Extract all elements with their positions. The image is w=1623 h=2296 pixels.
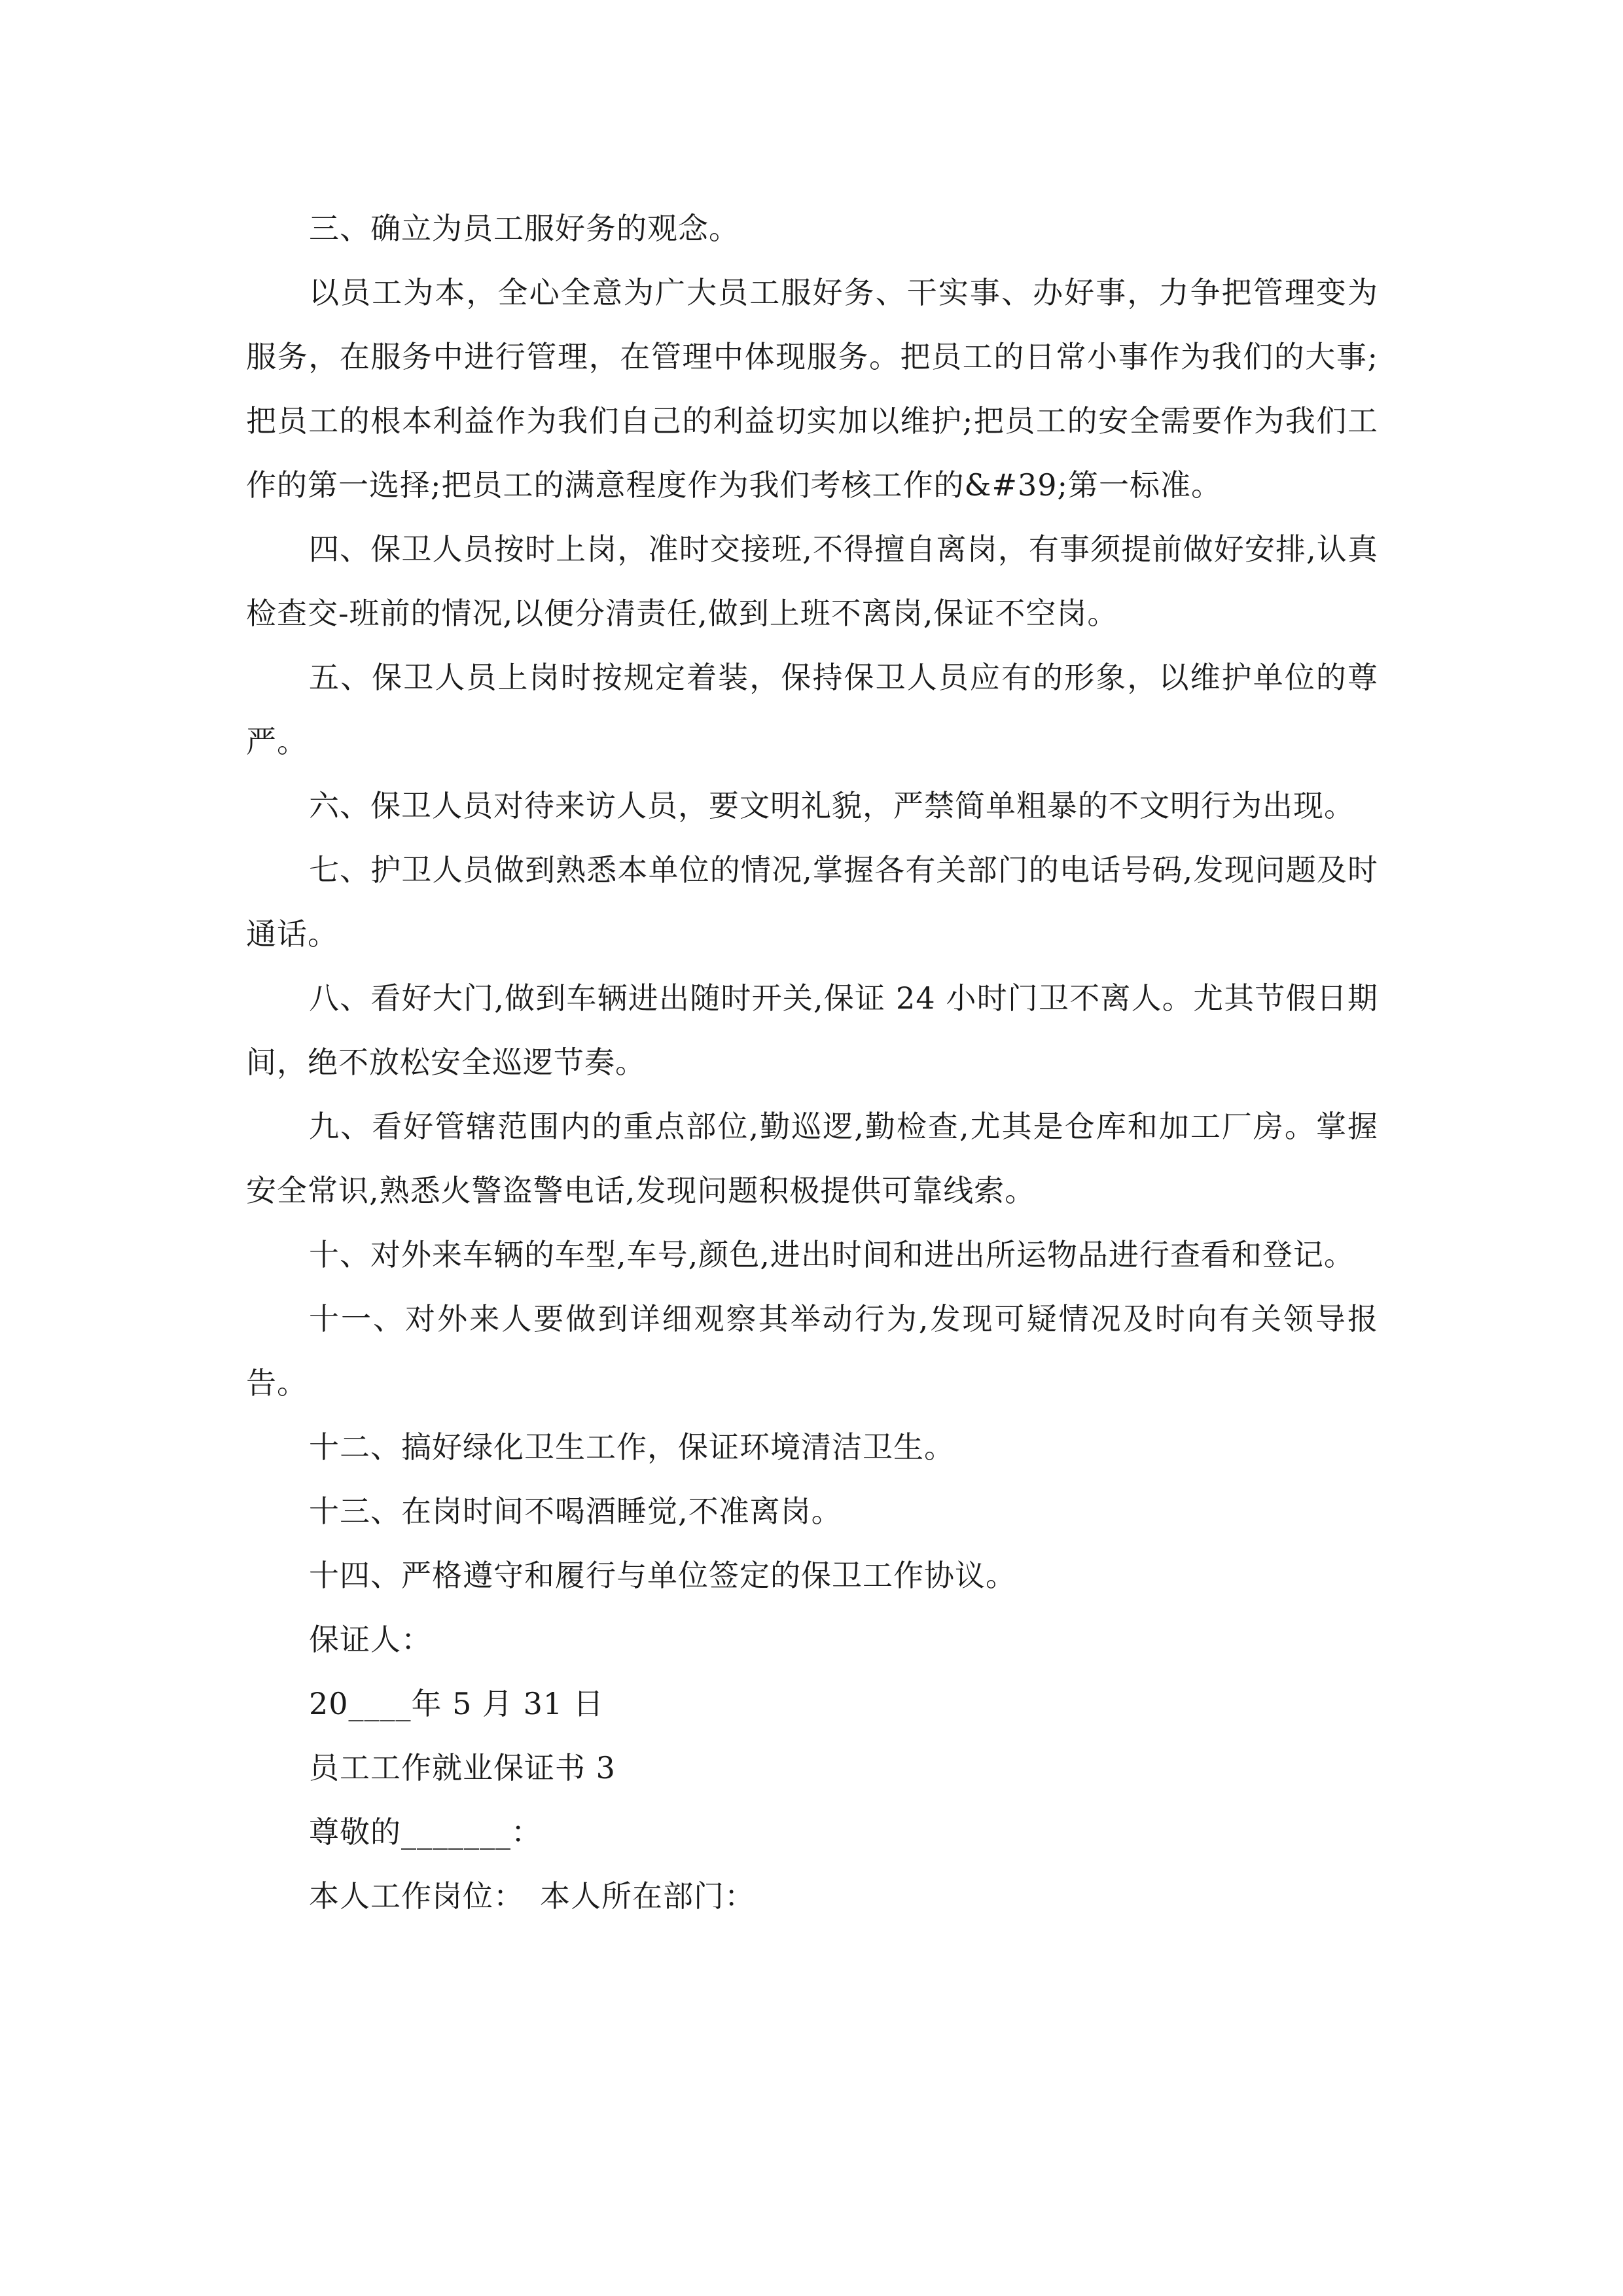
paragraph-section-14: 十四、严格遵守和履行与单位签定的保卫工作协议。 <box>309 1558 1016 1593</box>
position-department-line: 本人工作岗位： 本人所在部门： <box>309 1878 755 1914</box>
paragraph-section-11: 十一、对外来人要做到详细观察其举动行为,发现可疑情况及时向有关领导报告。 <box>246 1301 1378 1401</box>
salutation-line: 尊敬的_______： <box>309 1814 542 1850</box>
paragraph-section-5: 五、保卫人员上岗时按规定着装，保持保卫人员应有的形象，以维护单位的尊严。 <box>246 660 1378 759</box>
paragraph-section-7: 七、护卫人员做到熟悉本单位的情况,掌握各有关部门的电话号码,发现问题及时通话。 <box>246 852 1378 952</box>
paragraph-section-8: 八、看好大门,做到车辆进出随时开关,保证 24 小时门卫不离人。尤其节假日期间，绝不放松安全巡逻节奏。 <box>246 980 1378 1080</box>
document-body <box>246 196 1378 1928</box>
guarantor-line: 保证人： <box>309 1622 432 1657</box>
paragraph-section-10: 十、对外来车辆的车型,车号,颜色,进出时间和进出所运物品进行查看和登记。 <box>309 1237 1355 1272</box>
next-document-title: 员工工作就业保证书 3 <box>309 1750 616 1785</box>
date-line: 20____年 5 月 31 日 <box>309 1686 604 1721</box>
paragraph-section-4: 四、保卫人员按时上岗，准时交接班,不得擅自离岗，有事须提前做好安排,认真检查交-班前的情况,以便分清责任,做到上班不离岗,保证不空岗。 <box>246 531 1378 631</box>
paragraph-section-13: 十三、在岗时间不喝酒睡觉,不准离岗。 <box>309 1494 842 1529</box>
paragraph-section-6: 六、保卫人员对待来访人员，要文明礼貌，严禁简单粗暴的不文明行为出现。 <box>309 788 1355 823</box>
paragraph-section-12: 十二、搞好绿化卫生工作，保证环境清洁卫生。 <box>309 1429 955 1465</box>
paragraph-section-9: 九、看好管辖范围内的重点部位,勤巡逻,勤检查,尤其是仓库和加工厂房。掌握安全常识,熟悉火警盗警电话,发现问题积极提供可靠线索。 <box>246 1109 1378 1208</box>
paragraph-service-concept: 以员工为本，全心全意为广大员工服好务、干实事、办好事，力争把管理变为服务，在服务中进行管理，在管理中体现服务。把员工的日常小事作为我们的大事;把员工的根本利益作为我们自己的利益切实加以维护;把员工的安全需要作为我们工作的第一选择;把员工的满意程度作为我们考核工作的&#39;第一标准。 <box>246 275 1378 503</box>
paragraph-section-3-title: 三、确立为员工服好务的观念。 <box>309 211 740 246</box>
